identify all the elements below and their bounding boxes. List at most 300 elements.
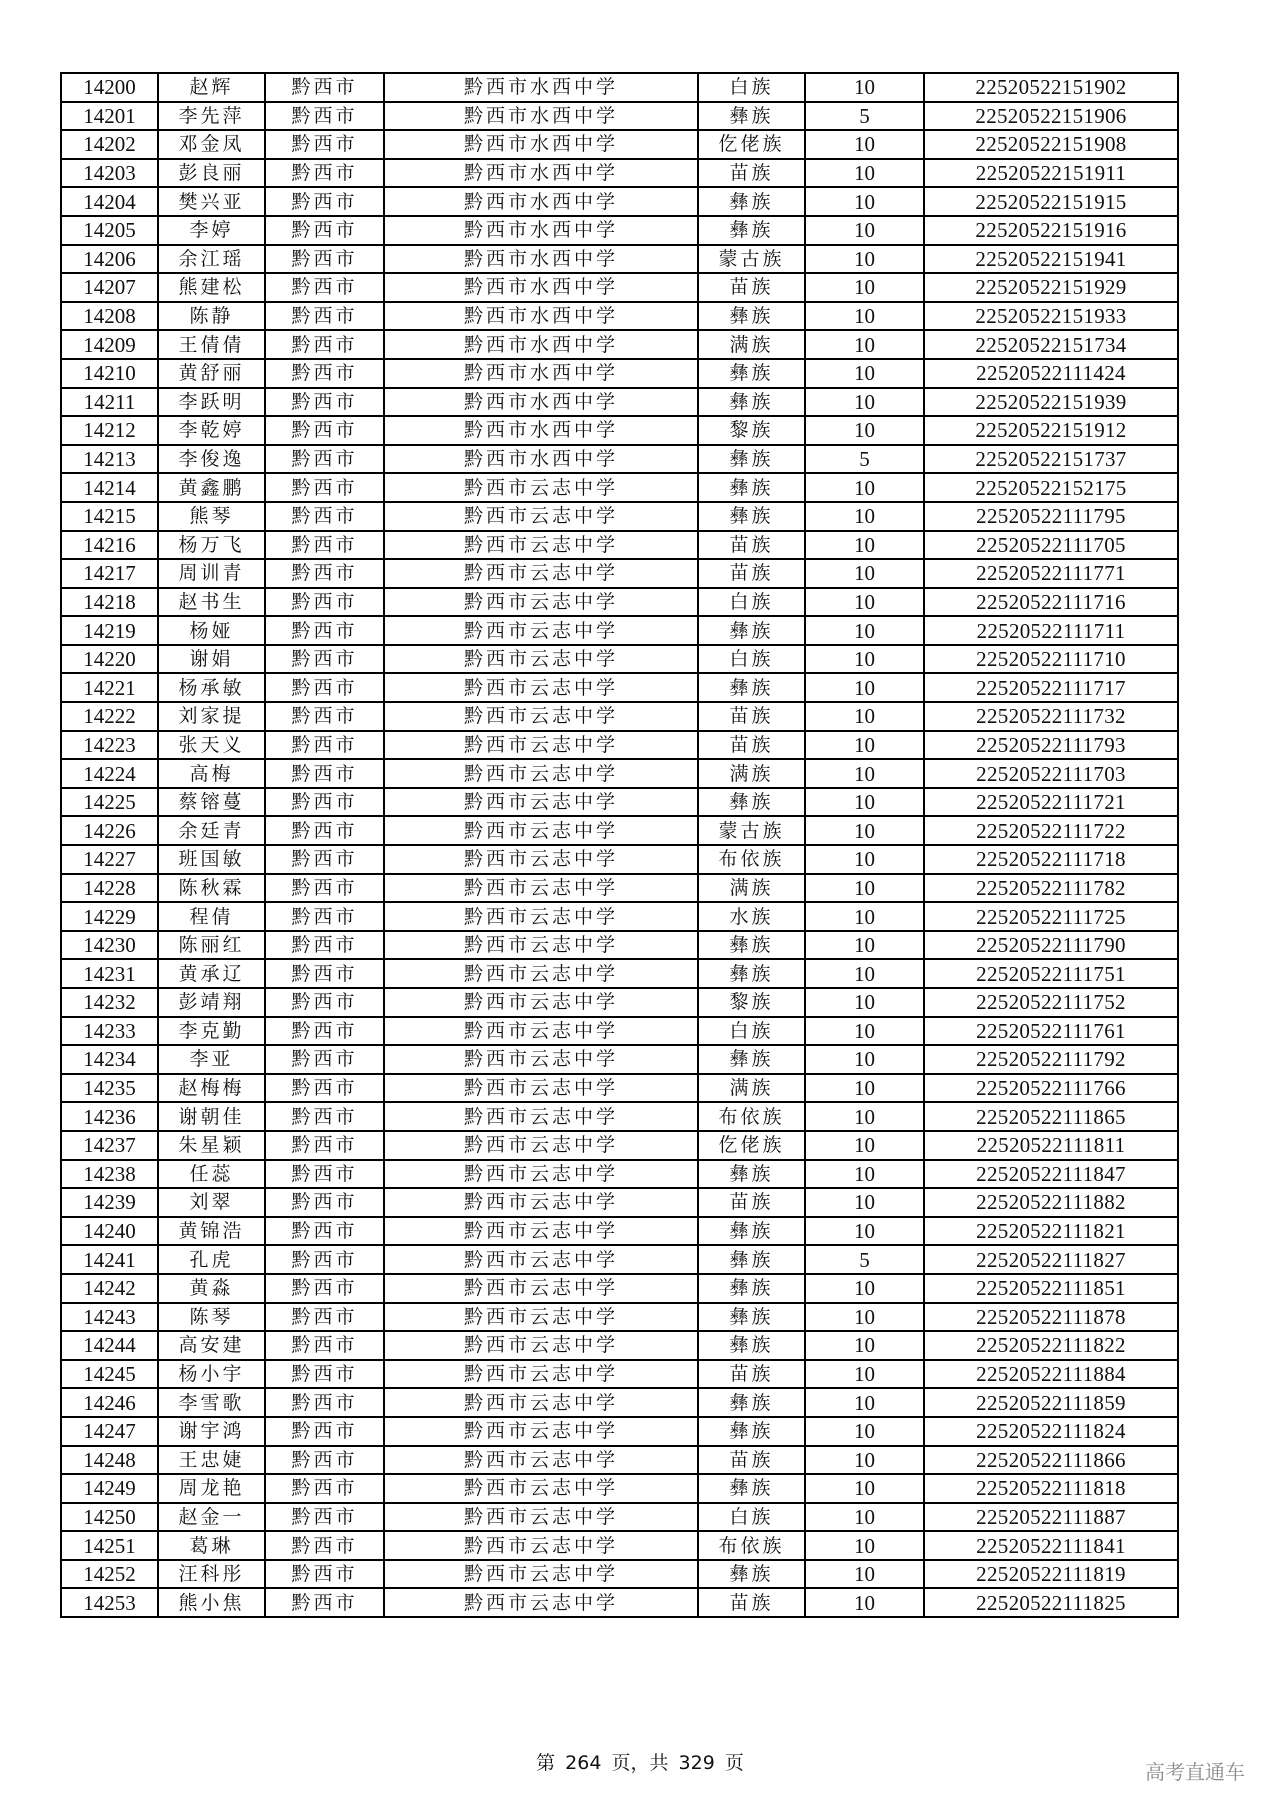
bonus-cell: 10 [805,216,924,245]
name-cell: 班国敏 [158,845,265,874]
school-cell: 黔西市水西中学 [384,130,698,159]
table-row [61,988,1178,1017]
table-row [61,302,1178,331]
school-cell: 黔西市水西中学 [384,302,698,331]
ethnicity-cell: 彝族 [698,302,805,331]
name-cell: 汪科彤 [158,1560,265,1589]
bonus-cell: 10 [805,1360,924,1389]
name-cell: 黄鑫鹏 [158,473,265,502]
bonus-cell: 10 [805,588,924,617]
exam-id-cell: 22520522151737 [924,445,1178,474]
exam-id-cell: 22520522151915 [924,187,1178,216]
county-cell: 黔西市 [265,245,384,274]
bonus-cell: 5 [805,445,924,474]
seq-cell: 14215 [61,502,158,531]
exam-id-cell: 22520522111882 [924,1188,1178,1217]
ethnicity-cell: 布依族 [698,1531,805,1560]
seq-cell: 14230 [61,931,158,960]
table-row [61,416,1178,445]
name-cell: 陈秋霖 [158,874,265,903]
bonus-cell: 10 [805,1102,924,1131]
county-cell: 黔西市 [265,531,384,560]
ethnicity-cell: 苗族 [698,702,805,731]
table-row [61,388,1178,417]
school-cell: 黔西市云志中学 [384,673,698,702]
bonus-cell: 10 [805,616,924,645]
county-cell: 黔西市 [265,1188,384,1217]
current-page-number: 264 [565,1752,602,1774]
seq-cell: 14218 [61,588,158,617]
county-cell: 黔西市 [265,73,384,102]
county-cell: 黔西市 [265,1045,384,1074]
exam-id-cell: 22520522111818 [924,1474,1178,1503]
exam-id-cell: 22520522111710 [924,645,1178,674]
exam-id-cell: 22520522111725 [924,902,1178,931]
bonus-cell: 10 [805,959,924,988]
table-row [61,531,1178,560]
school-cell: 黔西市水西中学 [384,416,698,445]
school-cell: 黔西市云志中学 [384,502,698,531]
name-cell: 樊兴亚 [158,187,265,216]
name-cell: 杨万飞 [158,531,265,560]
school-cell: 黔西市云志中学 [384,473,698,502]
table-row [61,1360,1178,1389]
county-cell: 黔西市 [265,388,384,417]
bonus-cell: 10 [805,531,924,560]
ethnicity-cell: 彝族 [698,1274,805,1303]
county-cell: 黔西市 [265,1560,384,1589]
table-row [61,1331,1178,1360]
name-cell: 刘翠 [158,1188,265,1217]
name-cell: 李跃明 [158,388,265,417]
exam-id-cell: 22520522151908 [924,130,1178,159]
exam-id-cell: 22520522111766 [924,1074,1178,1103]
bonus-cell: 10 [805,902,924,931]
seq-cell: 14227 [61,845,158,874]
bonus-cell: 10 [805,273,924,302]
name-cell: 周龙艳 [158,1474,265,1503]
county-cell: 黔西市 [265,1017,384,1046]
ethnicity-cell: 彝族 [698,473,805,502]
bonus-cell: 10 [805,1217,924,1246]
seq-cell: 14216 [61,531,158,560]
school-cell: 黔西市水西中学 [384,187,698,216]
school-cell: 黔西市水西中学 [384,73,698,102]
exam-id-cell: 22520522111761 [924,1017,1178,1046]
school-cell: 黔西市云志中学 [384,1331,698,1360]
ethnicity-cell: 蒙古族 [698,245,805,274]
name-cell: 陈丽红 [158,931,265,960]
county-cell: 黔西市 [265,1303,384,1332]
county-cell: 黔西市 [265,1417,384,1446]
school-cell: 黔西市水西中学 [384,216,698,245]
school-cell: 黔西市云志中学 [384,1102,698,1131]
county-cell: 黔西市 [265,816,384,845]
name-cell: 黄承辽 [158,959,265,988]
exam-id-cell: 22520522111811 [924,1131,1178,1160]
ethnicity-cell: 白族 [698,645,805,674]
page-footer [0,1748,1280,1775]
table-row [61,1560,1178,1589]
seq-cell: 14204 [61,187,158,216]
table-row [61,330,1178,359]
name-cell: 李克勤 [158,1017,265,1046]
name-cell: 谢宇鸿 [158,1417,265,1446]
county-cell: 黔西市 [265,1588,384,1617]
exam-id-cell: 22520522111795 [924,502,1178,531]
exam-id-cell: 22520522111859 [924,1388,1178,1417]
bonus-cell: 10 [805,759,924,788]
ethnicity-cell: 满族 [698,759,805,788]
watermark-text: 高考直通车 [1145,1760,1245,1784]
table-row [61,959,1178,988]
county-cell: 黔西市 [265,187,384,216]
bonus-cell: 10 [805,1188,924,1217]
seq-cell: 14211 [61,388,158,417]
seq-cell: 14208 [61,302,158,331]
exam-id-cell: 22520522111732 [924,702,1178,731]
exam-id-cell: 22520522111424 [924,359,1178,388]
school-cell: 黔西市云志中学 [384,531,698,560]
ethnicity-cell: 彝族 [698,1045,805,1074]
county-cell: 黔西市 [265,1360,384,1389]
table-row [61,473,1178,502]
county-cell: 黔西市 [265,645,384,674]
bonus-cell: 10 [805,816,924,845]
name-cell: 谢娟 [158,645,265,674]
school-cell: 黔西市云志中学 [384,1303,698,1332]
name-cell: 杨小宇 [158,1360,265,1389]
bonus-cell: 10 [805,1503,924,1532]
table-row [61,73,1178,102]
seq-cell: 14252 [61,1560,158,1589]
name-cell: 孔虎 [158,1245,265,1274]
exam-id-cell: 22520522111865 [924,1102,1178,1131]
exam-id-cell: 22520522151902 [924,73,1178,102]
exam-id-cell: 22520522111821 [924,1217,1178,1246]
seq-cell: 14253 [61,1588,158,1617]
exam-id-cell: 22520522111887 [924,1503,1178,1532]
bonus-cell: 10 [805,931,924,960]
name-cell: 熊琴 [158,502,265,531]
footer-prefix: 第 [536,1752,556,1774]
name-cell: 黄淼 [158,1274,265,1303]
table-row [61,216,1178,245]
ethnicity-cell: 满族 [698,1074,805,1103]
county-cell: 黔西市 [265,1331,384,1360]
seq-cell: 14242 [61,1274,158,1303]
seq-cell: 14250 [61,1503,158,1532]
seq-cell: 14247 [61,1417,158,1446]
seq-cell: 14225 [61,788,158,817]
table-row [61,1045,1178,1074]
table-row [61,1245,1178,1274]
school-cell: 黔西市水西中学 [384,330,698,359]
school-cell: 黔西市水西中学 [384,273,698,302]
seq-cell: 14213 [61,445,158,474]
seq-cell: 14237 [61,1131,158,1160]
seq-cell: 14231 [61,959,158,988]
name-cell: 周训青 [158,559,265,588]
school-cell: 黔西市云志中学 [384,1274,698,1303]
name-cell: 任蕊 [158,1160,265,1189]
school-cell: 黔西市云志中学 [384,1074,698,1103]
school-cell: 黔西市云志中学 [384,1217,698,1246]
bonus-cell: 10 [805,1388,924,1417]
ethnicity-cell: 满族 [698,874,805,903]
name-cell: 彭靖翔 [158,988,265,1017]
school-cell: 黔西市云志中学 [384,788,698,817]
bonus-cell: 10 [805,1303,924,1332]
seq-cell: 14246 [61,1388,158,1417]
school-cell: 黔西市水西中学 [384,359,698,388]
county-cell: 黔西市 [265,1074,384,1103]
county-cell: 黔西市 [265,1388,384,1417]
seq-cell: 14206 [61,245,158,274]
ethnicity-cell: 彝族 [698,788,805,817]
bonus-cell: 10 [805,330,924,359]
county-cell: 黔西市 [265,731,384,760]
seq-cell: 14229 [61,902,158,931]
ethnicity-cell: 苗族 [698,731,805,760]
name-cell: 李雪歌 [158,1388,265,1417]
school-cell: 黔西市水西中学 [384,102,698,131]
school-cell: 黔西市云志中学 [384,1560,698,1589]
exam-id-cell: 22520522111782 [924,874,1178,903]
ethnicity-cell: 白族 [698,1017,805,1046]
seq-cell: 14241 [61,1245,158,1274]
name-cell: 黄舒丽 [158,359,265,388]
bonus-cell: 10 [805,1274,924,1303]
seq-cell: 14234 [61,1045,158,1074]
table-row [61,1531,1178,1560]
county-cell: 黔西市 [265,1503,384,1532]
name-cell: 刘家提 [158,702,265,731]
bonus-cell: 10 [805,731,924,760]
ethnicity-cell: 白族 [698,1503,805,1532]
ethnicity-cell: 苗族 [698,1588,805,1617]
name-cell: 李婷 [158,216,265,245]
ethnicity-cell: 苗族 [698,1360,805,1389]
county-cell: 黔西市 [265,988,384,1017]
bonus-cell: 10 [805,502,924,531]
county-cell: 黔西市 [265,588,384,617]
bonus-cell: 10 [805,73,924,102]
table-row [61,1303,1178,1332]
ethnicity-cell: 苗族 [698,1188,805,1217]
table-row [61,645,1178,674]
name-cell: 谢朝佳 [158,1102,265,1131]
school-cell: 黔西市云志中学 [384,1531,698,1560]
seq-cell: 14203 [61,159,158,188]
seq-cell: 14221 [61,673,158,702]
bonus-cell: 10 [805,702,924,731]
county-cell: 黔西市 [265,673,384,702]
exam-id-cell: 22520522111717 [924,673,1178,702]
school-cell: 黔西市云志中学 [384,645,698,674]
ethnicity-cell: 黎族 [698,416,805,445]
seq-cell: 14207 [61,273,158,302]
table-row [61,673,1178,702]
bonus-cell: 10 [805,874,924,903]
school-cell: 黔西市水西中学 [384,388,698,417]
school-cell: 黔西市云志中学 [384,731,698,760]
seq-cell: 14217 [61,559,158,588]
ethnicity-cell: 彝族 [698,1331,805,1360]
bonus-cell: 10 [805,673,924,702]
school-cell: 黔西市云志中学 [384,816,698,845]
county-cell: 黔西市 [265,931,384,960]
table-row [61,874,1178,903]
ethnicity-cell: 满族 [698,330,805,359]
seq-cell: 14224 [61,759,158,788]
county-cell: 黔西市 [265,130,384,159]
county-cell: 黔西市 [265,359,384,388]
table-row [61,731,1178,760]
exam-id-cell: 22520522111824 [924,1417,1178,1446]
school-cell: 黔西市云志中学 [384,902,698,931]
county-cell: 黔西市 [265,559,384,588]
exam-id-cell: 22520522111716 [924,588,1178,617]
school-cell: 黔西市水西中学 [384,159,698,188]
bonus-cell: 10 [805,1331,924,1360]
exam-id-cell: 22520522111884 [924,1360,1178,1389]
school-cell: 黔西市云志中学 [384,588,698,617]
bonus-cell: 10 [805,1446,924,1475]
footer-suffix: 页 [724,1752,744,1774]
county-cell: 黔西市 [265,1217,384,1246]
table-row [61,102,1178,131]
seq-cell: 14212 [61,416,158,445]
ethnicity-cell: 苗族 [698,273,805,302]
ethnicity-cell: 彝族 [698,359,805,388]
school-cell: 黔西市云志中学 [384,874,698,903]
table-row [61,616,1178,645]
seq-cell: 14244 [61,1331,158,1360]
county-cell: 黔西市 [265,102,384,131]
exam-id-cell: 22520522111751 [924,959,1178,988]
county-cell: 黔西市 [265,1274,384,1303]
table-row [61,816,1178,845]
county-cell: 黔西市 [265,1160,384,1189]
name-cell: 张天义 [158,731,265,760]
ethnicity-cell: 仡佬族 [698,1131,805,1160]
name-cell: 余江瑶 [158,245,265,274]
bonus-cell: 10 [805,1131,924,1160]
name-cell: 高梅 [158,759,265,788]
county-cell: 黔西市 [265,473,384,502]
name-cell: 赵梅梅 [158,1074,265,1103]
seq-cell: 14202 [61,130,158,159]
name-cell: 杨娅 [158,616,265,645]
county-cell: 黔西市 [265,1102,384,1131]
table-row [61,1017,1178,1046]
table-row [61,1131,1178,1160]
ethnicity-cell: 彝族 [698,388,805,417]
ethnicity-cell: 布依族 [698,1102,805,1131]
bonus-cell: 10 [805,645,924,674]
bonus-cell: 5 [805,102,924,131]
bonus-cell: 10 [805,559,924,588]
county-cell: 黔西市 [265,445,384,474]
school-cell: 黔西市水西中学 [384,245,698,274]
table-row [61,1102,1178,1131]
exam-id-cell: 22520522151939 [924,388,1178,417]
exam-id-cell: 22520522111792 [924,1045,1178,1074]
name-cell: 余廷青 [158,816,265,845]
exam-id-cell: 22520522111825 [924,1588,1178,1617]
exam-id-cell: 22520522151933 [924,302,1178,331]
table-row [61,1217,1178,1246]
name-cell: 李乾婷 [158,416,265,445]
table-row [61,1417,1178,1446]
name-cell: 蔡镕蔓 [158,788,265,817]
name-cell: 彭良丽 [158,159,265,188]
name-cell: 黄锦浩 [158,1217,265,1246]
seq-cell: 14236 [61,1102,158,1131]
table-row [61,845,1178,874]
name-cell: 杨承敏 [158,673,265,702]
county-cell: 黔西市 [265,416,384,445]
name-cell: 陈静 [158,302,265,331]
table-row [61,588,1178,617]
seq-cell: 14209 [61,330,158,359]
roster-body [61,73,1178,1617]
ethnicity-cell: 黎族 [698,988,805,1017]
exam-id-cell: 22520522111827 [924,1245,1178,1274]
ethnicity-cell: 彝族 [698,1160,805,1189]
bonus-cell: 10 [805,988,924,1017]
seq-cell: 14210 [61,359,158,388]
county-cell: 黔西市 [265,1474,384,1503]
table-row [61,187,1178,216]
school-cell: 黔西市云志中学 [384,1474,698,1503]
ethnicity-cell: 彝族 [698,1245,805,1274]
ethnicity-cell: 彝族 [698,616,805,645]
table-row [61,1446,1178,1475]
school-cell: 黔西市云志中学 [384,845,698,874]
ethnicity-cell: 布依族 [698,845,805,874]
name-cell: 朱星颖 [158,1131,265,1160]
seq-cell: 14239 [61,1188,158,1217]
ethnicity-cell: 彝族 [698,673,805,702]
ethnicity-cell: 彝族 [698,1303,805,1332]
table-row [61,1474,1178,1503]
county-cell: 黔西市 [265,902,384,931]
bonus-cell: 10 [805,473,924,502]
table-row [61,359,1178,388]
footer-mid: 页，共 [611,1752,669,1774]
table-row [61,502,1178,531]
name-cell: 葛琳 [158,1531,265,1560]
seq-cell: 14245 [61,1360,158,1389]
table-row [61,130,1178,159]
seq-cell: 14251 [61,1531,158,1560]
bonus-cell: 10 [805,788,924,817]
exam-id-cell: 22520522151911 [924,159,1178,188]
county-cell: 黔西市 [265,216,384,245]
county-cell: 黔西市 [265,302,384,331]
table-row [61,245,1178,274]
name-cell: 王忠婕 [158,1446,265,1475]
bonus-cell: 10 [805,1074,924,1103]
name-cell: 陈琴 [158,1303,265,1332]
name-cell: 赵金一 [158,1503,265,1532]
bonus-cell: 10 [805,1017,924,1046]
seq-cell: 14226 [61,816,158,845]
county-cell: 黔西市 [265,959,384,988]
name-cell: 李先萍 [158,102,265,131]
